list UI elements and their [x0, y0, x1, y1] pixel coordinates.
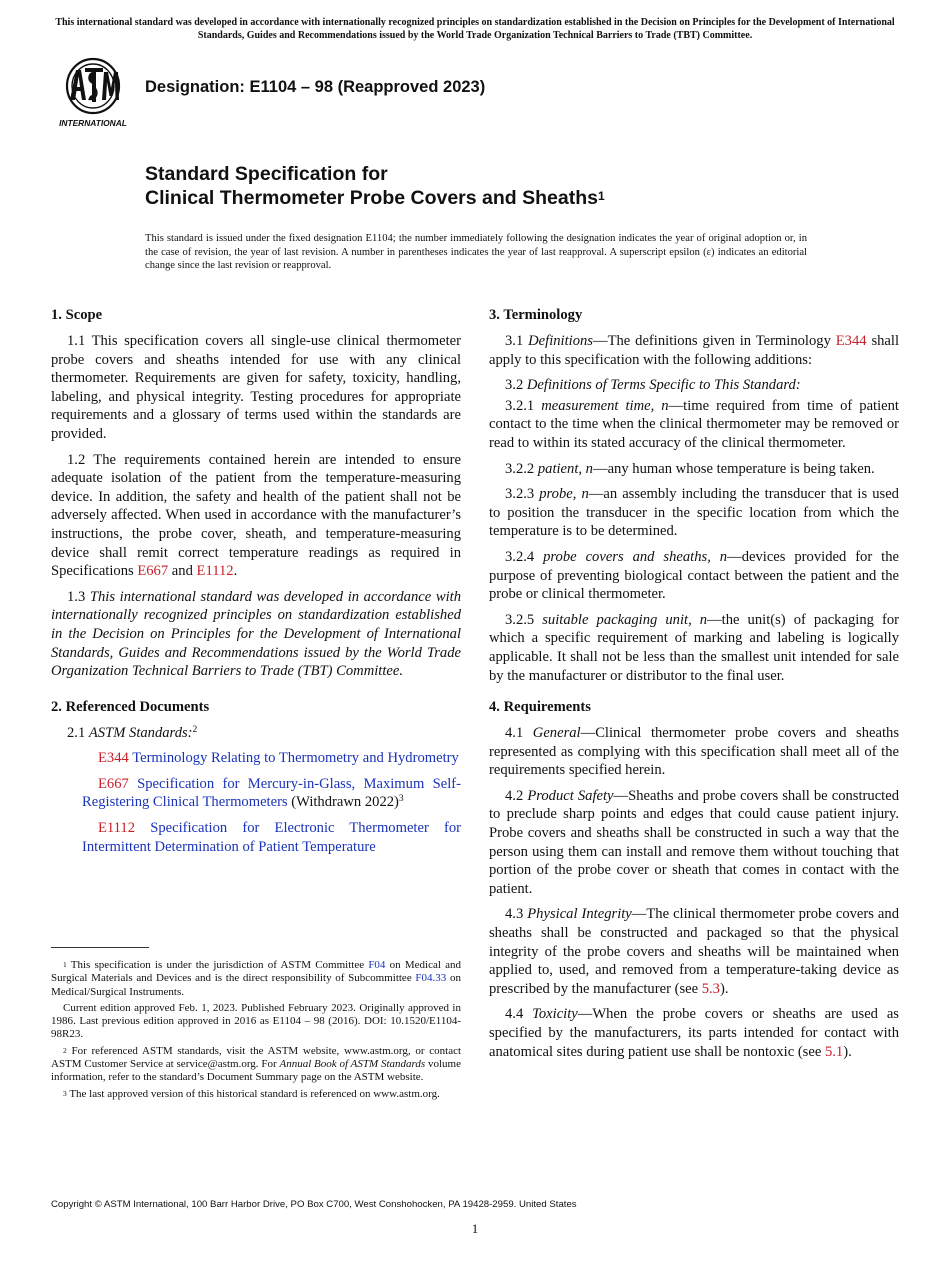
title-line-2: Clinical Thermometer Probe Covers and Sheaths$^1$	[145, 187, 605, 209]
reference-item-e344[interactable]: E344 Terminology Relating to Thermometry and Hydrometry	[98, 750, 459, 767]
footnote-3: $^3$ The last approved version of this historical standard is referenced on www.astm.org.	[63, 1087, 440, 1100]
link-e344[interactable]: E344	[835, 333, 867, 349]
footnotes	[51, 959, 461, 1104]
requirement-4-3: 4.3 Physical Integrity—The clinical thermometer probe covers and sheaths shall be constructed and packaged so that the physical integrity of the probe covers and sheaths will be maintained when applied to, used, and removed from a temperature-taking device as prescribed by the manufacturer (see 5.3).	[489, 906, 900, 997]
link-f04[interactable]: F04	[368, 959, 386, 971]
scope-1-1: 1.1 This specification covers all single-use clinical thermometer probe covers and sheaths intended for use with any clinical thermometer. Requirements are given for safety, toxicity, handling, labeling, and physical integrity. Testing procedures for appropriate requirements and a glossary of terms used within the standards are provided.	[51, 333, 461, 442]
link-e1112[interactable]: E1112	[196, 563, 234, 580]
section-scope-heading: 1. Scope	[51, 307, 103, 323]
link-f04-33[interactable]: F04.33	[415, 972, 447, 985]
footnote-1: $^1$ This specification is under the jurisdiction of ASTM Committee F04 on Medical and Surgical Materials and Devices and is the direct responsibility of Subcommittee F04.33 on Medical/Surgical Instruments.	[51, 959, 462, 998]
reference-item-e667[interactable]: E667 Specification for Mercury-in-Glass, Maximum Self-Registering Clinical Thermometers (Withdrawn 2022)$^3$	[82, 775, 461, 811]
astm-logo	[52, 56, 134, 130]
astm-logo-icon	[52, 56, 134, 130]
document-title	[145, 162, 605, 210]
scope-1-2: 1.2 The requirements contained herein are intended to ensure adequate isolation of the patient from the temperature-measuring device. In addition, the safety and health of the patient shall not be adversely affected. When used in accordance with the manufacturer’s instructions, the probe cover, sheath, and temperature-measuring device shall remit correct temperature readings as required in Specifications E667 and E1112.	[51, 451, 461, 580]
scope-1-3: 1.3 This international standard was developed in accordance with internationally recognized principles on standardization established in the Decision on Principles for the Development of International Standards, Guides and Recommendations issued by the World Trade Organization Technical Barriers to Trade (TBT) Committee.	[51, 588, 462, 680]
requirement-4-2: 4.2 Product Safety—Sheaths and probe covers shall be constructed to preclude sharp points and edges that could cause patient injury. Probe covers and sheaths shall be constructed in such a way that the person using them can install and remove them without touching that portion of the probe cover or sheath that comes in contact with the patient.	[489, 787, 900, 897]
astm-standards-intro: 2.1 ASTM Standards:$^2$	[67, 724, 198, 741]
section-requirements-heading: 4. Requirements	[489, 699, 591, 716]
section-referenced-heading: 2. Referenced Documents	[51, 698, 210, 715]
link-section-5-3[interactable]: 5.3	[701, 980, 720, 997]
definition-3-2-4: 3.2.4 probe covers and sheaths, n—devices provided for the purpose of preventing biological contact between the patient and the probe or clinical thermometer.	[489, 548, 899, 603]
link-e667[interactable]: E667	[137, 563, 169, 580]
terminology-3-2: 3.2 Definitions of Terms Specific to This Standard:	[505, 377, 801, 394]
top-notice: This international standard was developed in accordance with internationally recognized principles on standardization established in the Decision on Principles for the Development of International Standards, Guides and Recommendations issued by the World Trade Organization Technical Barriers to Trade (TBT) Committee.	[55, 17, 895, 41]
footnote-1-edition: Current edition approved Feb. 1, 2023. Published February 2023. Originally approved in 1986. Last previous edition approved in 2016 as E1104 – 98 (2016). DOI: 10.1520/E1104-98R23.	[51, 1001, 461, 1041]
page-number: 1	[471, 1221, 479, 1236]
requirement-4-1: 4.1 General—Clinical thermometer probe covers and sheaths represented as complying with this specification shall meet all of the requirements specified herein.	[489, 725, 899, 779]
definition-3-2-3: 3.2.3 probe, n—an assembly including the transducer that is used to position the transducer in the specific location from which the temperature is to be determined.	[489, 486, 899, 540]
logo-wordmark: INTERNATIONAL	[59, 118, 127, 128]
title-line-1: Standard Specification for	[145, 163, 388, 185]
left-column	[51, 306, 461, 863]
section-terminology-heading: 3. Terminology	[489, 307, 583, 323]
definition-3-2-1: 3.2.1 measurement time, n—time required from time of patient contact to the time when the clinical thermometer may be removed or read to within its stated accuracy of the clinical thermometer.	[489, 397, 899, 451]
right-column	[489, 306, 899, 1068]
reference-item-e1112[interactable]: E1112 Specification for Electronic Thermometer for Intermittent Determination of Patient Temperature	[82, 820, 461, 855]
definition-3-2-2: 3.2.2 patient, n—any human whose temperature is being taken.	[505, 460, 875, 477]
terminology-3-1: 3.1 Definitions—The definitions given in Terminology E344 shall apply to this specification with the following additions:	[489, 333, 900, 368]
copyright-footer: Copyright © ASTM International, 100 Barr Harbor Drive, PO Box C700, West Conshohocken, PA 19428-2959. United States	[51, 1199, 577, 1210]
footnote-divider	[51, 947, 149, 948]
link-section-5-1[interactable]: 5.1	[824, 1043, 844, 1060]
issuance-statement: This standard is issued under the fixed designation E1104; the number immediately following the designation indicates the year of original adoption or, in the case of revision, the year of last revision. A number in parentheses indicates the year of last reapproval. A superscript epsilon (ε) indicates an editorial change since the last revision or reapproval.	[145, 233, 807, 271]
title-footnote-mark: 1	[597, 189, 605, 203]
designation: Designation: E1104 – 98 (Reapproved 2023)	[145, 78, 486, 96]
definition-3-2-5: 3.2.5 suitable packaging unit, n—the unit(s) of packaging for which a specific requirement of marking and labeling is logically applicable. It shall not be less than the smallest unit intended for sale by the manufacturer or distributor to the final user.	[489, 611, 899, 684]
footnote-2: $^2$ For referenced ASTM standards, visit the ASTM website, www.astm.org, or contact ASTM Customer Service at service@astm.org. For Annual Book of ASTM Standards volume information, refer to the standard’s Document Summary page on the ASTM website.	[51, 1044, 462, 1084]
requirement-4-4: 4.4 Toxicity—When the probe covers or sheaths are used as specified by the manufacturers, its parts intended for contact with anatomical sites during patient use shall be nontoxic (see 5.1).	[489, 1006, 899, 1060]
